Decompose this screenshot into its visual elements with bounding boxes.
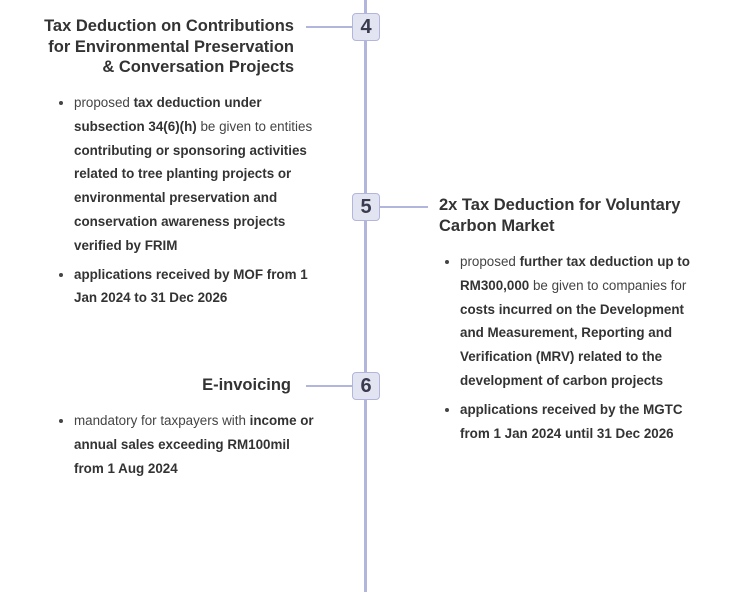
bullet-text-bold: contributing or sponsoring activities related to tree planting projects or environmental preservation and conservation awareness projects verified by FRIM bbox=[74, 142, 307, 253]
item-number-badge-6: 6 bbox=[352, 372, 380, 400]
bullet-text: proposed bbox=[460, 254, 520, 269]
item-bullets-6 bbox=[54, 409, 314, 485]
bullet-text-bold: income or annual sales exceeding RM100mil from 1 Aug 2024 bbox=[74, 413, 314, 476]
bullet-text-bold: further tax deduction up to RM300,000 bbox=[460, 254, 690, 293]
title-line: 2x Tax Deduction for Voluntary bbox=[439, 196, 681, 214]
item-title-4 bbox=[20, 16, 294, 78]
bullet-item bbox=[460, 398, 702, 446]
item-number-badge-5: 5 bbox=[352, 193, 380, 221]
bullet-text-bold: applications received by MOF from 1 Jan 2024 to 31 Dec 2026 bbox=[74, 266, 308, 306]
item-title-5 bbox=[439, 195, 719, 236]
title-line: & Conversation Projects bbox=[102, 58, 294, 76]
bullet-item bbox=[74, 263, 314, 311]
title-line: Tax Deduction on Contributions bbox=[44, 17, 294, 35]
bullet-text: mandatory for taxpayers with bbox=[74, 413, 250, 428]
bullet-text-bold: applications received by the MGTC from 1 Jan 2024 until 31 Dec 2026 bbox=[460, 401, 683, 441]
bullet-text: be given to companies for bbox=[529, 277, 687, 293]
bullet-item bbox=[74, 409, 314, 480]
timeline-axis bbox=[364, 0, 367, 592]
bullet-text-bold: tax deduction under subsection 34(6)(h) bbox=[74, 95, 262, 134]
title-line: for Environmental Preservation bbox=[48, 37, 294, 56]
bullet-text: proposed bbox=[74, 95, 134, 110]
title-line: E-invoicing bbox=[202, 376, 291, 394]
title-line: Carbon Market bbox=[439, 216, 555, 235]
item-bullets-4 bbox=[54, 91, 314, 315]
item-bullets-5 bbox=[440, 250, 702, 450]
item-number-badge-4: 4 bbox=[352, 13, 380, 41]
bullet-text-bold: costs incurred on the Development and Measurement, Reporting and Verification (MRV) related to the development of carbon projects bbox=[460, 301, 684, 388]
item-title-6 bbox=[20, 375, 291, 396]
bullet-item bbox=[460, 250, 702, 393]
bullet-item bbox=[74, 91, 314, 258]
bullet-text: be given to entities bbox=[196, 118, 313, 134]
